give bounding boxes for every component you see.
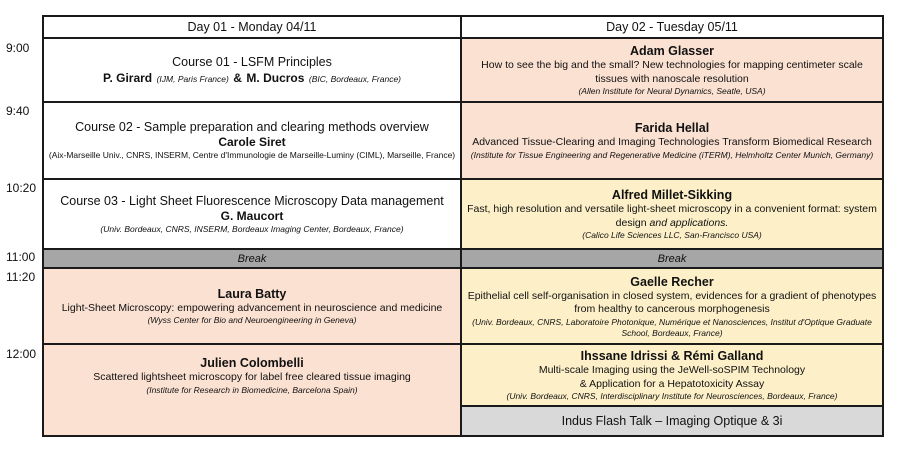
time-label: 9:40 bbox=[6, 104, 30, 118]
slot-row bbox=[43, 102, 883, 179]
talk-title: Light-Sheet Microscopy: empowering advancement in neuroscience and medicine bbox=[61, 301, 443, 314]
speaker-name: P. Girard bbox=[102, 70, 153, 85]
talk-title: Scattered lightsheet microscopy for label free cleared tissue imaging bbox=[93, 371, 411, 383]
slot-row bbox=[43, 344, 883, 406]
speaker-name: Adam Glasser bbox=[629, 44, 715, 58]
slot-row bbox=[43, 38, 883, 102]
affiliation: (Calico Life Sciences LLC, San-Francisco USA) bbox=[582, 230, 762, 240]
day2-header: Day 02 - Tuesday 05/11 bbox=[461, 16, 883, 38]
day2-break: Break bbox=[461, 249, 883, 268]
time-label: 11:20 bbox=[6, 270, 36, 284]
speaker-name: Alfred Millet-Sikking bbox=[611, 188, 733, 202]
speaker-name: Laura Batty bbox=[217, 286, 287, 301]
affiliation: (Aix-Marseille Univ., CNRS, INSERM, Centre d'Immunologie de Marseille-Luminy (CIML), Marseille, France) bbox=[48, 150, 456, 160]
speaker-name: Gaelle Recher bbox=[630, 274, 714, 289]
affiliation: (Institute for Tissue Engineering and Regenerative Medicine (iTERM), Helmholtz Center Munich, Germany) bbox=[470, 149, 874, 160]
day1-session-4 bbox=[43, 268, 461, 344]
speaker-name: Farida Hellal bbox=[634, 121, 710, 136]
affiliation: (Wyss Center for Bio and Neuroengineering in Geneva) bbox=[147, 315, 357, 326]
talk-title: Epithelial cell self-organisation in closed system, evidences for a gradient of phenotypes from healthy to cancerous morphogenesis bbox=[467, 289, 877, 315]
talk-title-line2: & Application for a Hepatotoxicity Assay bbox=[579, 377, 765, 390]
header-row bbox=[43, 16, 883, 38]
day2-session-4 bbox=[461, 268, 883, 344]
day1-session-1 bbox=[43, 38, 461, 102]
day1-break: Break bbox=[43, 249, 461, 268]
talk-title bbox=[466, 203, 878, 230]
joiner: & bbox=[233, 70, 242, 85]
affiliation: (Univ. Bordeaux, CNRS, Interdisciplinary Institute for Neurosciences, Bordeaux, France) bbox=[506, 391, 838, 401]
affiliation: (Allen Institute for Neural Dynamics, Seatle, USA) bbox=[578, 86, 766, 96]
schedule-table bbox=[42, 15, 884, 437]
speaker-name: Carole Siret bbox=[218, 135, 286, 149]
flash-talk: Indus Flash Talk – Imaging Optique & 3i bbox=[461, 406, 883, 436]
talk-title-italic: and applications. bbox=[649, 216, 729, 229]
day2-session-1 bbox=[461, 38, 883, 102]
session-title: Course 01 - LSFM Principles bbox=[172, 54, 332, 69]
talk-title-line1: Multi-scale Imaging using the JeWell-soSPIM Technology bbox=[538, 364, 806, 376]
session-title: Course 03 - Light Sheet Fluorescence Microscopy Data management bbox=[60, 193, 444, 208]
day2-session-5 bbox=[461, 344, 883, 406]
talk-title: Advanced Tissue-Clearing and Imaging Technologies Transform Biomedical Research bbox=[472, 136, 872, 149]
affiliation: (BIC, Bordeaux, France) bbox=[308, 73, 402, 84]
speaker-name: Ihssane Idrissi & Rémi Galland bbox=[580, 349, 764, 363]
affiliation: (Univ. Bordeaux, CNRS, Laboratoire Photonique, Numérique et Nanosciences, Institut d'Optique Graduate School, Bordeaux, France) bbox=[472, 316, 872, 338]
slot-row bbox=[43, 179, 883, 249]
day1-session-2 bbox=[43, 102, 461, 179]
day1-header: Day 01 - Monday 04/11 bbox=[43, 16, 461, 38]
speaker-name: G. Maucort bbox=[220, 208, 284, 223]
day2-session-3 bbox=[461, 179, 883, 249]
affiliation: (Institute for Research in Biomedicine, Barcelona Spain) bbox=[146, 384, 358, 395]
time-label: 12:00 bbox=[6, 347, 37, 361]
speaker-name: Julien Colombelli bbox=[200, 356, 304, 370]
time-label: 9:00 bbox=[6, 41, 30, 55]
slot-row bbox=[43, 268, 883, 344]
time-label: 10:20 bbox=[6, 181, 37, 195]
talk-title-main: Fast, high resolution and versatile light-sheet microscopy in a convenient format: system design bbox=[467, 203, 877, 229]
break-row bbox=[43, 249, 883, 268]
time-label: 11:00 bbox=[6, 250, 36, 264]
day1-session-3 bbox=[43, 179, 461, 249]
talk-title: How to see the big and the small? New technologies for mapping centimeter scale tissues with nanoscale resolution bbox=[481, 59, 863, 85]
affiliation: (IJM, Paris France) bbox=[156, 73, 229, 84]
speaker-name: M. Ducros bbox=[246, 70, 305, 85]
day1-session-5 bbox=[43, 344, 461, 436]
speaker-line bbox=[48, 70, 456, 86]
day2-session-2 bbox=[461, 102, 883, 179]
session-title: Course 02 - Sample preparation and clearing methods overview bbox=[75, 120, 429, 134]
time-column bbox=[0, 0, 42, 453]
affiliation: (Univ. Bordeaux, CNRS, INSERM, Bordeaux Imaging Center, Bordeaux, France) bbox=[100, 223, 404, 234]
